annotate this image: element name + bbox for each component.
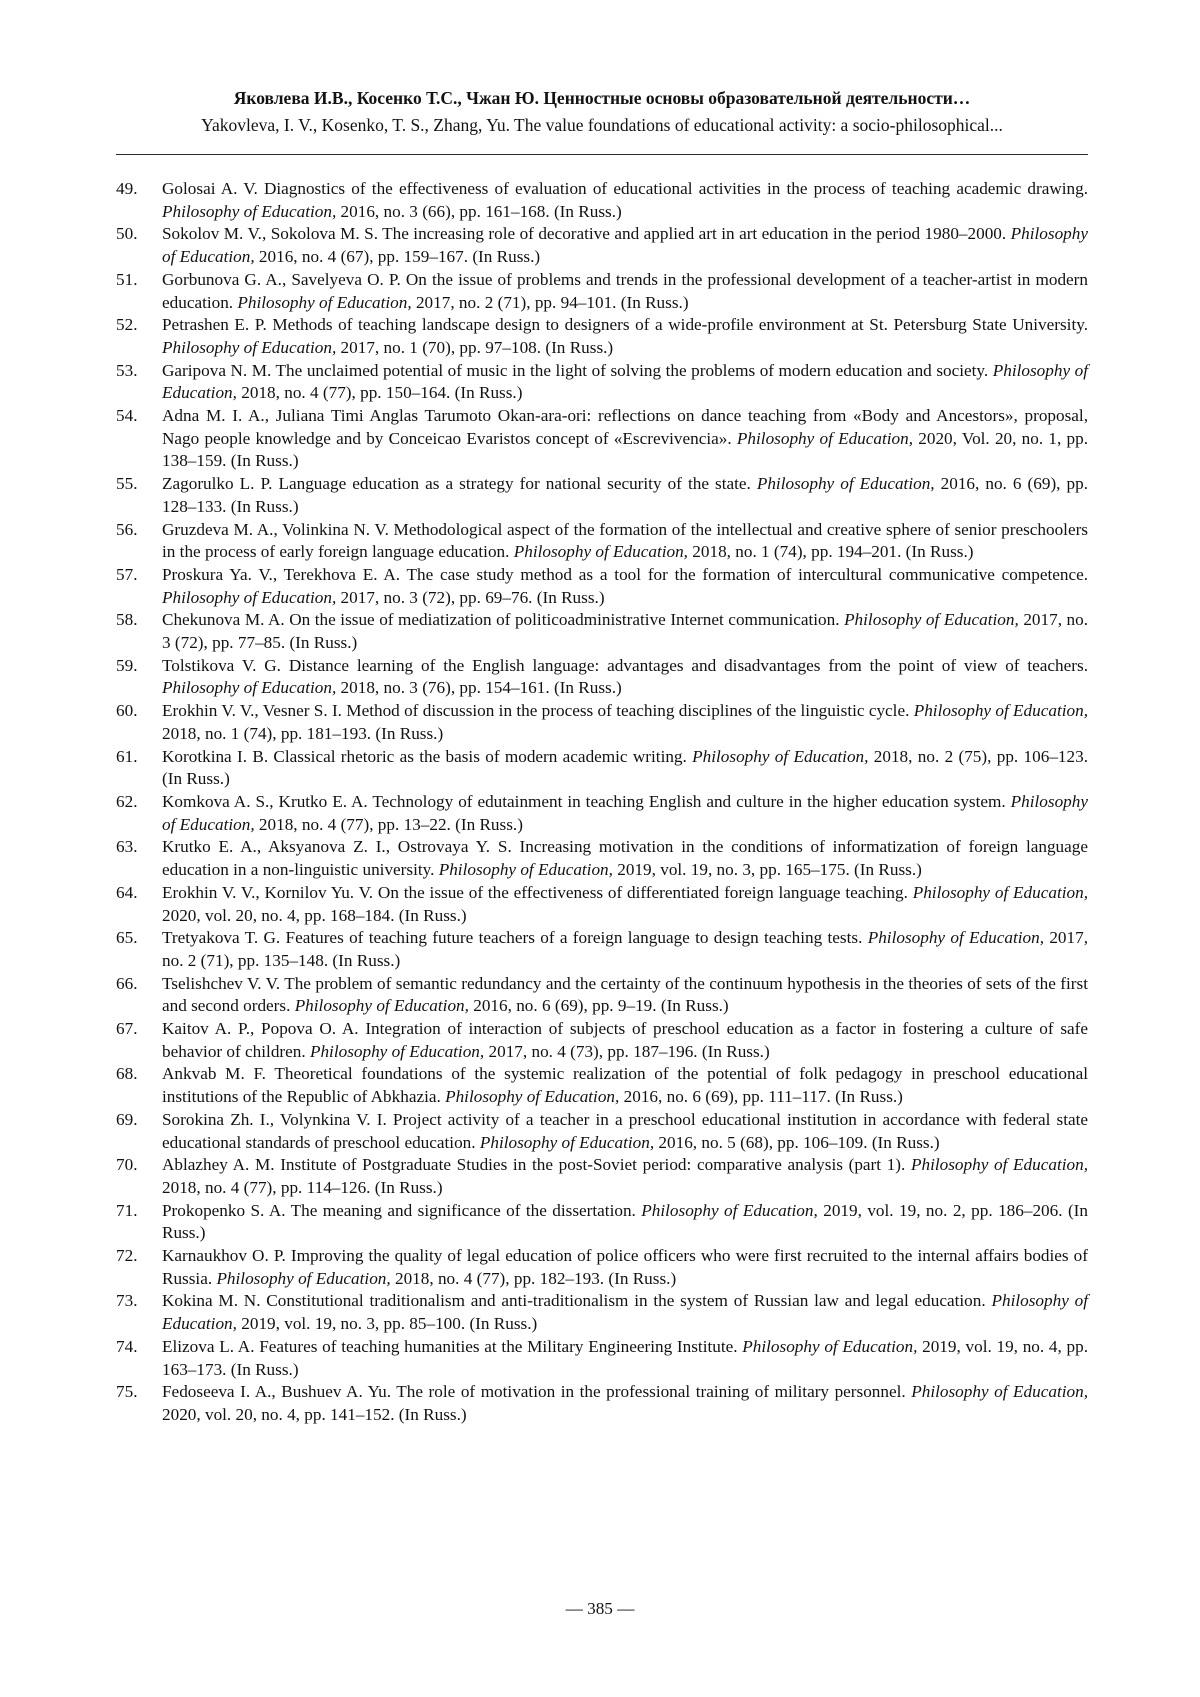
reference-text: Gorbunova G. A., Savelyeva O. P. On the issue of problems and trends in the professional development of a teacher-artist in modern education. Philosophy of Education, 2017, no. 2 (71), pp. 94–101. (In Russ.) — [162, 269, 1088, 312]
reference-number: 66. — [116, 973, 138, 993]
reference-item — [116, 791, 1088, 836]
reference-item — [116, 927, 1088, 972]
page-footer — [0, 1599, 1200, 1619]
reference-number: 49. — [116, 179, 138, 198]
reference-number: 68. — [116, 1064, 138, 1084]
reference-item — [116, 473, 1088, 518]
reference-text: Ablazhey A. M. Institute of Postgraduate Studies in the post-Soviet period: comparative analysis (part 1). Philosophy of Education, 2018, no. 4 (77), pp. 114–126. (In Russ.) — [162, 1155, 1088, 1197]
reference-item — [116, 405, 1088, 473]
reference-item — [116, 700, 1088, 745]
reference-text: Petrashen E. P. Methods of teaching landscape design to designers of a wide-profile environment at St. Petersburg State University. Philosophy of Education, 2017, no. 1 (70), pp. 97–108. (In Russ.) — [162, 315, 1088, 357]
reference-text: Fedoseeva I. A., Bushuev A. Yu. The role of motivation in the professional training of military personnel. Philosophy of Education, 2020, vol. 20, no. 4, pp. 141–152. (In Russ.) — [162, 1382, 1088, 1424]
reference-number: 73. — [116, 1291, 138, 1311]
reference-number: 62. — [116, 791, 138, 811]
reference-item — [116, 1381, 1088, 1426]
reference-item — [116, 564, 1088, 609]
reference-item — [116, 223, 1088, 268]
reference-text: Gruzdeva M. A., Volinkina N. V. Methodological aspect of the formation of the intellectual and creative sphere of senior preschoolers in the process of early foreign language education. Philosophy of Education, 2018, no. 1 (74), pp. 194–201. (In Russ.) — [162, 519, 1088, 562]
reference-number: 74. — [116, 1336, 138, 1356]
reference-number: 58. — [116, 610, 138, 630]
page-number: — 385 — — [565, 1599, 635, 1618]
reference-item — [116, 1290, 1088, 1335]
reference-item — [116, 1336, 1088, 1381]
reference-item — [116, 1109, 1088, 1154]
reference-item — [116, 1154, 1088, 1199]
reference-item — [116, 360, 1088, 405]
reference-text: Zagorulko L. P. Language education as a strategy for national security of the state. Philosophy of Education, 2016, no. 6 (69), pp. 128–133. (In Russ.) — [162, 474, 1088, 516]
reference-item — [116, 1063, 1088, 1108]
reference-text: Erokhin V. V., Kornilov Yu. V. On the issue of the effectiveness of differentiated foreign language teaching. Philosophy of Education, 2020, vol. 20, no. 4, pp. 168–184. (In Russ.) — [162, 882, 1088, 925]
reference-number: 53. — [116, 360, 138, 380]
running-head — [116, 86, 1088, 137]
reference-item — [116, 836, 1088, 881]
reference-text: Krutko E. A., Aksyanova Z. I., Ostrovaya Y. S. Increasing motivation in the conditions of informatization of foreign language education in a non-linguistic university. Philosophy of Education, 2019, vol. 19, no. 3, pp. 165–175. (In Russ.) — [162, 837, 1088, 880]
reference-number: 57. — [116, 564, 138, 584]
reference-number: 72. — [116, 1246, 138, 1266]
reference-number: 59. — [116, 655, 138, 675]
reference-number: 61. — [116, 746, 138, 766]
reference-text: Komkova A. S., Krutko E. A. Technology of edutainment in teaching English and culture in the higher education system. Philosophy of Education, 2018, no. 4 (77), pp. 13–22. (In Russ.) — [162, 791, 1088, 834]
reference-item — [116, 1018, 1088, 1063]
reference-item — [116, 973, 1088, 1018]
reference-number: 52. — [116, 315, 138, 335]
reference-item — [116, 519, 1088, 564]
reference-text: Erokhin V. V., Vesner S. I. Method of discussion in the process of teaching disciplines of the linguistic cycle. Philosophy of Education, 2018, no. 1 (74), pp. 181–193. (In Russ.) — [162, 701, 1088, 743]
reference-text: Sorokina Zh. I., Volynkina V. I. Project activity of a teacher in a preschool educational institution in accordance with federal state educational standards of preschool education. Philosophy of Education, 2016, no. 5 (68), pp. 106–109. (In Russ.) — [162, 1109, 1088, 1152]
reference-text: Kokina M. N. Constitutional traditionalism and anti-traditionalism in the system of Russian law and legal education. Philosophy of Education, 2019, vol. 19, no. 3, pp. 85–100. (In Russ.) — [162, 1291, 1088, 1334]
reference-number: 55. — [116, 474, 138, 494]
running-title-english: Yakovleva, I. V., Kosenko, T. S., Zhang, Yu. The value foundations of educational activity: a socio-philosophical... — [201, 115, 1003, 135]
reference-text: Karnaukhov O. P. Improving the quality of legal education of police officers who were first recruited to the internal affairs bodies of Russia. Philosophy of Education, 2018, no. 4 (77), pp. 182–193. (In Russ.) — [162, 1246, 1088, 1288]
reference-number: 69. — [116, 1109, 138, 1129]
reference-number: 71. — [116, 1200, 138, 1220]
running-title-russian: Яковлева И.В., Косенко Т.С., Чжан Ю. Ценностные основы образовательной деятельности… — [233, 88, 971, 108]
reference-text: Sokolov M. V., Sokolova M. S. The increasing role of decorative and applied art in art education in the period 1980–2000. Philosophy of Education, 2016, no. 4 (67), pp. 159–167. (In Russ.) — [162, 224, 1088, 267]
reference-list — [116, 178, 1088, 1427]
reference-text: Tolstikova V. G. Distance learning of the English language: advantages and disadvantages from the point of view of teachers. Philosophy of Education, 2018, no. 3 (76), pp. 154–161. (In Russ.) — [162, 655, 1088, 698]
reference-item — [116, 882, 1088, 927]
reference-text: Adna M. I. A., Juliana Timi Anglas Tarumoto Okan-ara-ori: reflections on dance teaching from «Body and Ancestors», proposal, Nago people knowledge and by Conceicao Evaristos concept of «Escrevivencia». Philosophy of Education, 2020, Vol. 20, no. 1, pp. 138–159. (In Russ.) — [162, 406, 1089, 471]
reference-number: 65. — [116, 928, 138, 948]
reference-text: Chekunova M. A. On the issue of mediatization of politicoadministrative Internet communication. Philosophy of Education, 2017, no. 3 (72), pp. 77–85. (In Russ.) — [162, 610, 1089, 653]
reference-item — [116, 178, 1088, 223]
reference-number: 75. — [116, 1382, 138, 1402]
reference-number: 70. — [116, 1155, 138, 1175]
reference-item — [116, 1245, 1088, 1290]
reference-number: 56. — [116, 519, 138, 539]
reference-text: Kaitov A. P., Popova O. A. Integration of interaction of subjects of preschool education as a factor in fostering a culture of safe behavior of children. Philosophy of Education, 2017, no. 4 (73), pp. 187–196. (In Russ.) — [162, 1019, 1088, 1061]
reference-text: Proskura Ya. V., Terekhova E. A. The case study method as a tool for the formation of intercultural communicative competence. Philosophy of Education, 2017, no. 3 (72), pp. 69–76. (In Russ.) — [162, 564, 1088, 607]
reference-item — [116, 314, 1088, 359]
reference-text: Tretyakova T. G. Features of teaching future teachers of a foreign language to design teaching tests. Philosophy of Education, 2017, no. 2 (71), pp. 135–148. (In Russ.) — [162, 928, 1088, 970]
reference-text: Prokopenko S. A. The meaning and significance of the dissertation. Philosophy of Education, 2019, vol. 19, no. 2, pp. 186–206. (In Russ.) — [162, 1200, 1088, 1243]
reference-item — [116, 746, 1088, 791]
reference-text: Elizova L. A. Features of teaching humanities at the Military Engineering Institute. Philosophy of Education, 2019, vol. 19, no. 4, pp. 163–173. (In Russ.) — [162, 1336, 1089, 1379]
reference-number: 50. — [116, 224, 138, 244]
reference-number: 60. — [116, 701, 138, 721]
reference-item — [116, 1200, 1088, 1245]
header-rule — [116, 154, 1088, 155]
reference-text: Ankvab M. F. Theoretical foundations of the systemic realization of the potential of folk pedagogy in preschool educational institutions of the Republic of Abkhazia. Philosophy of Education, 2016, no. 6 (69), pp. 111–117. (In Russ.) — [162, 1064, 1088, 1107]
reference-item — [116, 655, 1088, 700]
reference-number: 67. — [116, 1019, 138, 1039]
reference-text: Korotkina I. B. Classical rhetoric as the basis of modern academic writing. Philosophy of Education, 2018, no. 2 (75), pp. 106–123. (In Russ.) — [162, 746, 1088, 789]
reference-number: 54. — [116, 406, 138, 426]
reference-text: Golosai A. V. Diagnostics of the effectiveness of evaluation of educational activities in the process of teaching academic drawing. Philosophy of Education, 2016, no. 3 (66), pp. 161–168. (In Russ.) — [162, 179, 1088, 221]
reference-text: Garipova N. M. The unclaimed potential of music in the light of solving the problems of modern education and society. Philosophy of Education, 2018, no. 4 (77), pp. 150–164. (In Russ.) — [162, 360, 1088, 403]
reference-number: 63. — [116, 837, 138, 857]
reference-item — [116, 609, 1088, 654]
reference-number: 51. — [116, 269, 138, 289]
reference-item — [116, 269, 1088, 314]
reference-text: Tselishchev V. V. The problem of semantic redundancy and the certainty of the continuum hypothesis in the theories of sets of the first and second orders. Philosophy of Education, 2016, no. 6 (69), pp. 9–19. (In Russ.) — [162, 973, 1088, 1016]
reference-number: 64. — [116, 882, 138, 902]
